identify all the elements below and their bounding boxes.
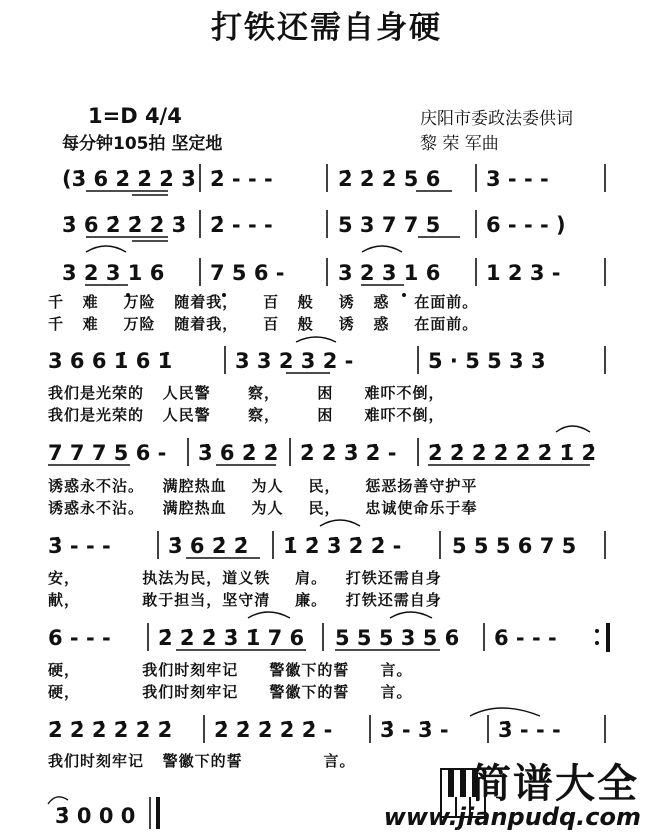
svg-text:2̇ 2̇ 2̇ 2̇ 2̇ 2̇ 1̇ 2̇: 2̇ 2̇ 2̇ 2̇ 2̇ 2̇ 1̇ 2̇ (428, 441, 597, 465)
tempo-marking: 每分钟105拍 坚定地 (62, 134, 223, 154)
svg-text:(3̇ 6 2̇ 2̇ 2̇ 3̇: (3̇ 6 2̇ 2̇ 2̇ 3̇ (62, 167, 196, 191)
svg-text:3 6 6 1̇ 6 1̇: 3 6 6 1̇ 6 1̇ (48, 349, 173, 373)
lyric-line: 我们是光荣的 人民警 察， 困 难吓不倒， (48, 384, 445, 402)
lyric-line: 安， 执法为民，道义铁 肩。 打铁还需自身 (48, 569, 442, 587)
svg-text:3 2 3 1 6: 3 2 3 1 6 (338, 261, 441, 285)
svg-text:7 5 6 -: 7 5 6 - (210, 261, 285, 285)
svg-text:3̇ 0 0 0: 3̇ 0 0 0 (55, 804, 136, 828)
key-meter: 1=D 4/4 (88, 104, 182, 128)
svg-text:1 2 3 -: 1 2 3 - (486, 261, 561, 285)
svg-text:1̇ 2̇ 3̇ 2̇ 2̇ -: 1̇ 2̇ 3̇ 2̇ 2̇ - (283, 534, 402, 558)
lyric-line: 我们时刻牢记 警徽下的誓 言。 (48, 752, 356, 770)
svg-text:2̇ - - -: 2̇ - - - (210, 213, 273, 237)
lyric-line: 硬， 我们时刻牢记 警徽下的誓 言。 (48, 683, 413, 701)
svg-text:5 5 5 3 5 6: 5 5 5 3 5 6 (335, 626, 460, 650)
svg-text:3̇ 6 2̇ 2̇: 3̇ 6 2̇ 2̇ (168, 534, 249, 558)
svg-text:5 5 5 6 7 5: 5 5 5 6 7 5 (452, 534, 577, 558)
svg-text:2̇ 2̇ 2̇ 2̇ 2̇ -: 2̇ 2̇ 2̇ 2̇ 2̇ - (214, 718, 333, 742)
lyric-line: 千 难 万险 随着我， 百 般 诱 惑 在面前。 (48, 293, 479, 311)
composer-credit: 黎 荣 军曲 (420, 134, 499, 154)
song-title: 打铁还需自身硬 (211, 10, 442, 46)
watermark-brand: 简谱大全 (471, 761, 639, 807)
svg-text:3̇ - 3̇ -: 3̇ - 3̇ - (380, 718, 449, 742)
svg-text:3̇ 6 2̇ 2̇: 3̇ 6 2̇ 2̇ (198, 441, 279, 465)
lyricist-credit: 庆阳市委政法委供词 (420, 109, 573, 129)
svg-text:3 3 2 3 2 -: 3 3 2 3 2 - (235, 349, 354, 373)
svg-text:3̇ - - -: 3̇ - - - (498, 718, 561, 742)
svg-text:3̇ - - -: 3̇ - - - (48, 534, 111, 558)
svg-text:2̇ 2̇ 2̇ 5 6: 2̇ 2̇ 2̇ 5 6 (338, 167, 441, 191)
lyric-line: 诱惑永不沾。 满腔热血 为人 民， 忠诚使命乐于奉 (48, 499, 478, 517)
svg-text:3 2 3 1 6: 3 2 3 1 6 (62, 261, 165, 285)
svg-text:3̇ 6 2̇ 2̇ 2̇ 3̇: 3̇ 6 2̇ 2̇ 2̇ 3̇ (62, 213, 187, 237)
svg-text:2̇ 2̇ 2̇ 2̇ 2̇ 2̇: 2̇ 2̇ 2̇ 2̇ 2̇ 2̇ (48, 718, 173, 742)
svg-text:2̇ 2̇ 2̇ 3̇ 1̇ 7 6: 2̇ 2̇ 2̇ 3̇ 1̇ 7 6 (158, 626, 305, 650)
svg-text:5 · 5 5 3 3: 5 · 5 5 3 3 (428, 349, 546, 373)
svg-text:3 - - -: 3 - - - (486, 167, 549, 191)
lyric-line: 千 难 万险 随着我， 百 般 诱 惑 在面前。 (48, 315, 479, 333)
svg-text:5 3 7 7 5: 5 3 7 7 5 (338, 213, 441, 237)
svg-text:2̇ - - -: 2̇ - - - (210, 167, 273, 191)
lyric-line: 诱惑永不沾。 满腔热血 为人 民， 惩恶扬善守护平 (48, 477, 478, 495)
svg-text:6 - - - ): 6 - - - ) (486, 213, 566, 237)
svg-text:6 - - -: 6 - - - (48, 626, 111, 650)
lyric-line: 献， 敢于担当，坚守清 廉。 打铁还需自身 (48, 591, 442, 609)
svg-text:6 - - -: 6 - - - (494, 626, 557, 650)
watermark-url: www.jianpudq.com (383, 803, 641, 831)
lyric-line: 我们是光荣的 人民警 察， 困 难吓不倒， (48, 406, 445, 424)
svg-text:2̇ 2̇ 3̇ 2̇ -: 2̇ 2̇ 3̇ 2̇ - (300, 441, 397, 465)
svg-text:7 7 7 5 6 -: 7 7 7 5 6 - (48, 441, 167, 465)
lyric-line: 硬， 我们时刻牢记 警徽下的誓 言。 (48, 661, 413, 679)
